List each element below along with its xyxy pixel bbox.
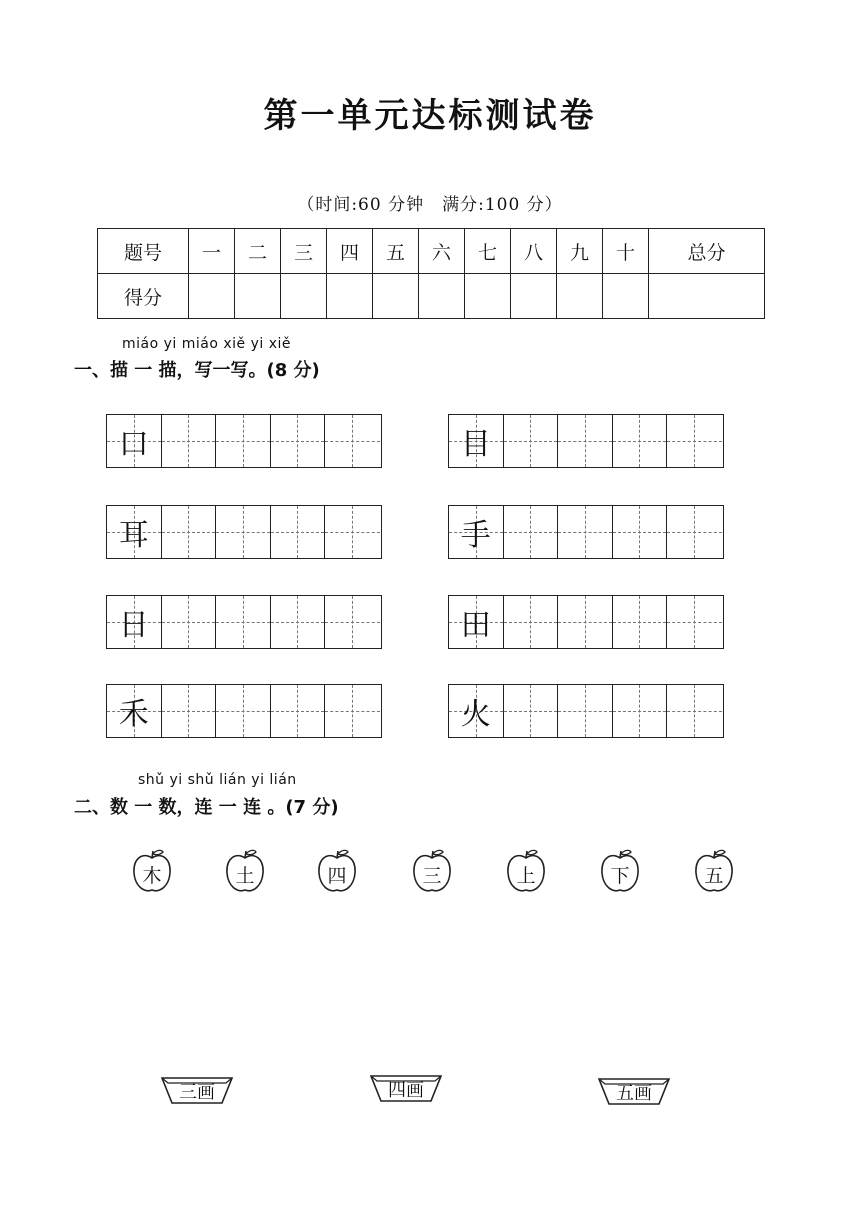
basket-label: 五画	[616, 1083, 652, 1104]
writing-cell[interactable]	[216, 415, 271, 467]
writing-grid-row	[448, 595, 724, 649]
column-header: 九	[557, 229, 603, 274]
writing-cell[interactable]	[667, 415, 722, 467]
writing-cell[interactable]	[271, 685, 326, 737]
model-character-cell	[107, 685, 162, 737]
writing-cell[interactable]	[271, 415, 326, 467]
writing-grid-row	[106, 684, 382, 738]
model-character-cell	[449, 506, 504, 558]
score-cell[interactable]	[603, 274, 649, 319]
table-row	[98, 229, 765, 274]
apple-character-card[interactable]	[224, 848, 266, 894]
column-header: 二	[235, 229, 281, 274]
column-header: 十	[603, 229, 649, 274]
total-label: 总分	[649, 229, 765, 274]
writing-cell[interactable]	[162, 685, 217, 737]
model-character: 目	[460, 427, 491, 462]
writing-cell[interactable]	[216, 685, 271, 737]
writing-cell[interactable]	[667, 596, 722, 648]
writing-cell[interactable]	[504, 415, 559, 467]
apple-character-card[interactable]	[131, 848, 173, 894]
writing-cell[interactable]	[162, 415, 217, 467]
column-header: 七	[465, 229, 511, 274]
column-header: 八	[511, 229, 557, 274]
column-header: 五	[373, 229, 419, 274]
model-character: 耳	[118, 518, 149, 553]
model-character: 禾	[118, 697, 149, 732]
apple-character-card[interactable]	[316, 848, 358, 894]
apple-character: 上	[516, 865, 536, 887]
total-score-cell[interactable]	[649, 274, 765, 319]
writing-cell[interactable]	[271, 506, 326, 558]
table-row	[98, 274, 765, 319]
writing-cell[interactable]	[667, 506, 722, 558]
writing-cell[interactable]	[325, 685, 380, 737]
model-character: 口	[118, 427, 149, 462]
apple-character-card[interactable]	[411, 848, 453, 894]
basket-stroke-count[interactable]	[369, 1073, 443, 1103]
basket-stroke-count[interactable]	[597, 1076, 671, 1106]
basket-label: 四画	[388, 1080, 424, 1101]
basket-stroke-count[interactable]	[160, 1075, 234, 1105]
writing-grid-row	[448, 684, 724, 738]
writing-cell[interactable]	[271, 596, 326, 648]
writing-cell[interactable]	[216, 506, 271, 558]
model-character-cell	[107, 415, 162, 467]
writing-cell[interactable]	[162, 506, 217, 558]
apple-character-card[interactable]	[505, 848, 547, 894]
writing-cell[interactable]	[613, 415, 668, 467]
writing-cell[interactable]	[613, 685, 668, 737]
writing-cell[interactable]	[504, 506, 559, 558]
writing-cell[interactable]	[613, 506, 668, 558]
model-character: 日	[118, 608, 149, 643]
writing-grid-row	[106, 505, 382, 559]
writing-grid-row	[448, 414, 724, 468]
model-character: 火	[460, 697, 491, 732]
column-header: 六	[419, 229, 465, 274]
apple-character: 木	[142, 865, 162, 887]
apple-character: 四	[327, 865, 347, 887]
apple-character-card[interactable]	[599, 848, 641, 894]
writing-grid-row	[448, 505, 724, 559]
score-cell[interactable]	[189, 274, 235, 319]
question-number-label: 题号	[98, 229, 189, 274]
section2-heading: 二、数 一 数，连 一 连 。(7 分)	[74, 797, 339, 818]
section1-pinyin: miáo yi miáo xiě yi xiě	[122, 336, 292, 352]
writing-grid-row	[106, 414, 382, 468]
score-cell[interactable]	[419, 274, 465, 319]
writing-cell[interactable]	[504, 685, 559, 737]
basket-label: 三画	[179, 1082, 215, 1103]
writing-cell[interactable]	[558, 596, 613, 648]
writing-cell[interactable]	[325, 415, 380, 467]
apple-character: 下	[610, 865, 630, 887]
score-table	[97, 228, 765, 319]
model-character-cell	[449, 415, 504, 467]
model-character-cell	[107, 506, 162, 558]
model-character-cell	[107, 596, 162, 648]
writing-cell[interactable]	[325, 596, 380, 648]
score-cell[interactable]	[511, 274, 557, 319]
writing-cell[interactable]	[162, 596, 217, 648]
writing-cell[interactable]	[504, 596, 559, 648]
writing-grid-row	[106, 595, 382, 649]
score-cell[interactable]	[557, 274, 603, 319]
writing-cell[interactable]	[558, 506, 613, 558]
apple-character: 三	[422, 865, 442, 887]
writing-cell[interactable]	[216, 596, 271, 648]
model-character-cell	[449, 685, 504, 737]
page-title: 第一单元达标测试卷	[263, 96, 597, 136]
model-character: 田	[460, 608, 491, 643]
writing-cell[interactable]	[325, 506, 380, 558]
score-cell[interactable]	[327, 274, 373, 319]
section1-heading: 一、描 一 描，写一写。(8 分)	[74, 360, 320, 381]
writing-cell[interactable]	[558, 415, 613, 467]
score-cell[interactable]	[235, 274, 281, 319]
score-cell[interactable]	[465, 274, 511, 319]
writing-cell[interactable]	[613, 596, 668, 648]
exam-info: （时间:60 分钟 满分:100 分）	[297, 195, 563, 215]
apple-character-card[interactable]	[693, 848, 735, 894]
section2-pinyin: shǔ yi shǔ lián yi lián	[138, 772, 297, 788]
score-cell[interactable]	[373, 274, 419, 319]
model-character: 手	[460, 518, 491, 553]
writing-cell[interactable]	[558, 685, 613, 737]
apple-character: 五	[704, 865, 724, 887]
column-header: 三	[281, 229, 327, 274]
apple-character: 土	[235, 865, 255, 887]
score-label: 得分	[98, 274, 189, 319]
model-character-cell	[449, 596, 504, 648]
writing-cell[interactable]	[667, 685, 722, 737]
column-header: 一	[189, 229, 235, 274]
column-header: 四	[327, 229, 373, 274]
score-cell[interactable]	[281, 274, 327, 319]
